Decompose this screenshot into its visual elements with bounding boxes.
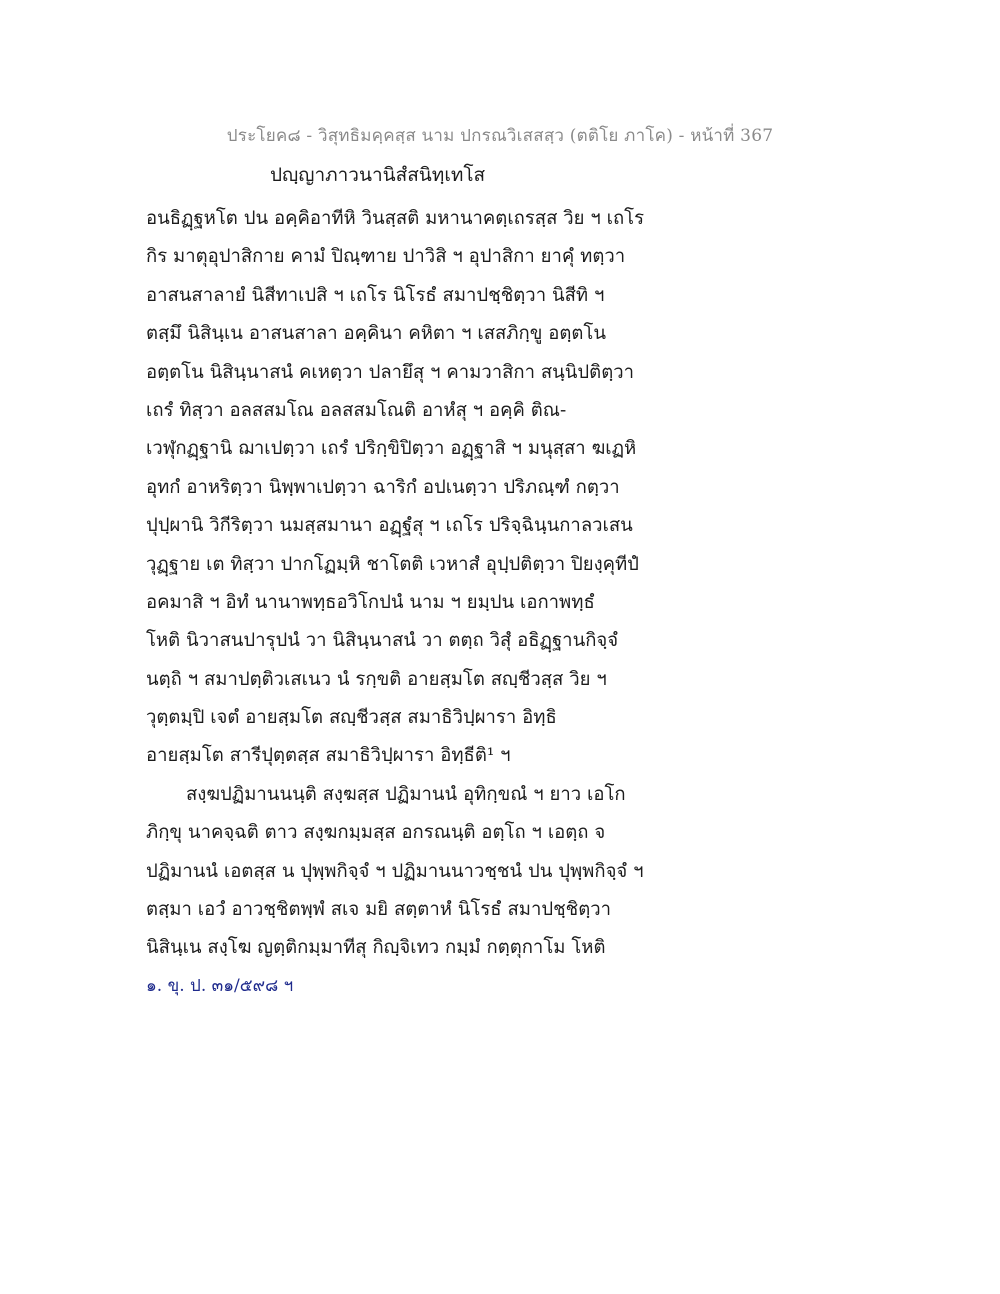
text-line: อคมาสิ ฯ อิทํ นานาพทฺธอวิโกปนํ นาม ฯ ยมฺปน เอกาพทฺธํ xyxy=(146,591,595,613)
text-line: กิร มาตุอุปาสิกาย คามํ ปิณฺฑาย ปาวิสิ ฯ อุปาสิกา ยาคุํ ทตฺวา xyxy=(146,246,626,268)
footnote: ๑. ขุ. ป. ๓๑/๕๙๘ ฯ xyxy=(146,976,294,996)
text-line: โหติ นิวาสนปารุปนํ วา นิสินฺนาสนํ วา ตตฺถ วิสุํ อธิฏฺฐานกิจฺจํ xyxy=(146,630,619,652)
body-text xyxy=(146,200,706,968)
text-line: สงฺฆปฏิมานนนฺติ สงฺฆสฺส ปฏิมานนํ อุทิกฺขณํ ฯ ยาว เอโก xyxy=(186,783,626,805)
page-header: ประโยค๘ - วิสุทธิมคฺคสฺส นาม ปกรณวิเสสสฺว (ตติโย ภาโค) - หน้าที่ 367 xyxy=(226,126,774,146)
text-line: ตสฺมึ นิสินฺเน อาสนสาลา อคฺคินา คหิตา ฯ เสสภิกฺขู อตฺตโน xyxy=(146,323,606,345)
text-line: อนธิฏฺฐหโต ปน อคฺคิอาทีหิ วินสฺสติ มหานาคตฺเถรสฺส วิย ฯ เถโร xyxy=(146,208,645,229)
text-line: นตฺถิ ฯ สมาปตฺติวเสเนว นํ รกฺขติ อายสฺมโต สญฺชีวสฺส วิย ฯ xyxy=(146,668,607,690)
text-line: ภิกฺขุ นาคจฺฉติ ตาว สงฺฆกมฺมสฺส อกรณนฺติ อตฺโถ ฯ เอตฺถ จ xyxy=(146,822,606,844)
text-line: ปฏิมานนํ เอตสฺส น ปุพฺพกิจฺจํ ฯ ปฏิมานนาวชฺชนํ ปน ปุพฺพกิจฺจํ ฯ xyxy=(146,860,644,882)
text-line: เวฬุกฏฺฐานิ ฌาเปตฺวา เถรํ ปริกฺขิปิตฺวา อฏฺฐาสิ ฯ มนุสฺสา ฆเฏหิ xyxy=(146,438,637,460)
text-line: ปุปฺผานิ วิกีริตฺวา นมสฺสมานา อฏฺฐํสุ ฯ เถโร ปริจฺฉินฺนกาลวเสน xyxy=(146,515,633,537)
text-line: เถรํ ทิสฺวา อลสสมโณ อลสสมโณติ อาหํสุ ฯ อคฺคิ ติณ- xyxy=(146,399,567,421)
text-line: ตสฺมา เอวํ อาวชฺชิตพฺพํ สเจ มยิ สตฺตาหํ นิโรธํ สมาปชฺชิตฺวา xyxy=(146,899,612,921)
section-title: ปญฺญาภาวนานิสํสนิทฺเทโส xyxy=(270,164,486,186)
text-line: อาสนสาลายํ นิสีทาเปสิ ฯ เถโร นิโรธํ สมาปชฺชิตฺวา นิสีทิ ฯ xyxy=(146,284,605,306)
text-line: วุฏฺฐาย เต ทิสฺวา ปากโฏมฺหิ ชาโตติ เวหาสํ อุปฺปติตฺวา ปิยงฺคุทีปํ xyxy=(146,553,639,575)
text-line: อุทกํ อาหริตฺวา นิพฺพาเปตฺวา ฉาริกํ อปเนตฺวา ปริภณฺฑํ กตฺวา xyxy=(146,476,620,498)
text-line: วุตฺตมฺปิ เจตํ อายสฺมโต สญฺชีวสฺส สมาธิวิปฺผารา อิทฺธิ xyxy=(146,707,557,729)
text-line: อตฺตโน นิสินฺนาสนํ คเหตฺวา ปลายึสุ ฯ คามวาสิกา สนฺนิปติตฺวา xyxy=(146,361,634,383)
text-line: นิสินฺเน สงฺโฆ ญตฺติกมฺมาทีสุ กิญฺจิเทว กมฺมํ กตฺตุกาโม โหติ xyxy=(146,937,606,959)
text-line: อายสฺมโต สารีปุตฺตสฺส สมาธิวิปฺผารา อิทฺธีติ¹ ฯ xyxy=(146,745,511,767)
